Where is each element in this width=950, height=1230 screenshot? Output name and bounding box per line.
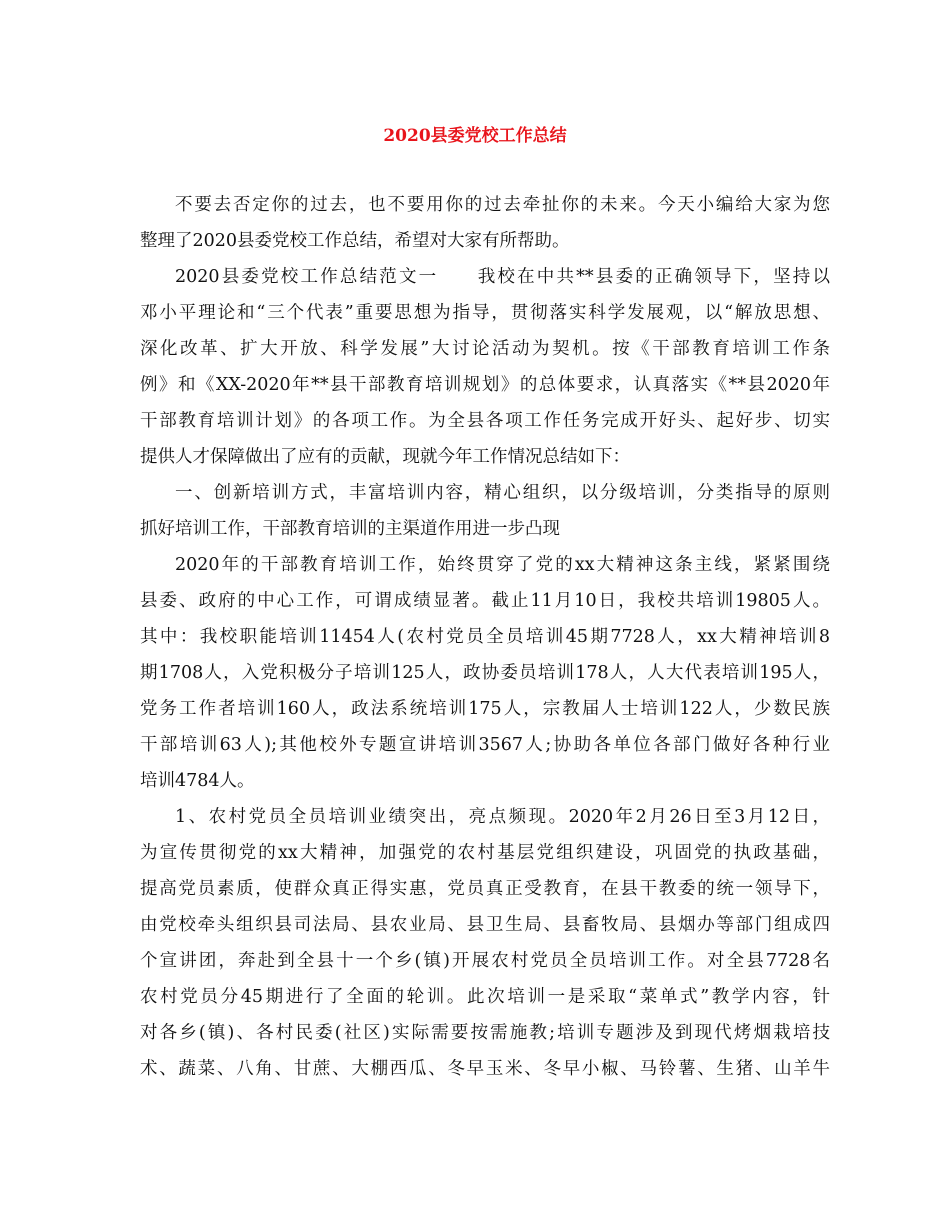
paragraph-line: 由党校牵头组织县司法局、县农业局、县卫生局、县畜牧局、县烟办等部门组成四 [140,915,830,935]
paragraph-line: 期1708人，入党积极分子培训125人，政协委员培训178人，人大代表培训195人， [140,663,830,683]
paragraph-line: 干部教育培训计划》的各项工作。为全县各项工作任务完成开好头、起好步、切实 [140,411,830,431]
document-title: 2020县委党校工作总结 [383,126,567,146]
paragraph-line: 其中：我校职能培训11454人(农村党员全员培训45期7728人，xx大精神培训8 [140,627,830,647]
paragraph-line: 术、蔬菜、八角、甘蔗、大棚西瓜、冬早玉米、冬早小椒、马铃薯、生猪、山羊牛 [140,1059,830,1079]
paragraph-line: 对各乡(镇)、各村民委(社区)实际需要按需施教;培训专题涉及到现代烤烟栽培技 [140,1023,830,1043]
paragraph-line: 整理了2020县委党校工作总结，希望对大家有所帮助。 [140,231,570,251]
paragraph-line: 提供人才保障做出了应有的贡献，现就今年工作情况总结如下： [140,447,630,467]
paragraph-line: 县委、政府的中心工作，可谓成绩显著。截止11月10日，我校共培训19805人。 [140,591,830,611]
paragraph-line: 2020年的干部教育培训工作，始终贯穿了党的xx大精神这条主线，紧紧围绕 [175,555,830,575]
paragraph-line: 培训4784人。 [140,771,255,791]
paragraph-line: 1、农村党员全员培训业绩突出，亮点频现。2020年2月26日至3月12日， [175,807,830,827]
paragraph-line: 干部培训63人);其他校外专题宣讲培训3567人;协助各单位各部门做好各种行业 [140,735,830,755]
paragraph-line: 不要去否定你的过去，也不要用你的过去牵扯你的未来。今天小编给大家为您 [175,195,830,215]
paragraph-line: 个宣讲团，奔赴到全县十一个乡(镇)开展农村党员全员培训工作。对全县7728名 [140,951,830,971]
paragraph-line: 提高党员素质，使群众真正得实惠，党员真正受教育，在县干教委的统一领导下， [140,879,830,899]
paragraph-line: 2020县委党校工作总结范文一 我校在中共**县委的正确领导下，坚持以 [175,267,830,287]
paragraph-line: 例》和《XX-2020年**县干部教育培训规划》的总体要求，认真落实《**县2020年 [140,375,830,395]
paragraph-line: 深化改革、扩大开放、科学发展”大讨论活动为契机。按《干部教育培训工作条 [140,339,830,359]
paragraph-line: 邓小平理论和“三个代表”重要思想为指导，贯彻落实科学发展观，以“解放思想、 [140,303,830,323]
paragraph-line: 农村党员分45期进行了全面的轮训。此次培训一是采取“菜单式”教学内容，针 [140,987,830,1007]
paragraph-line: 为宣传贯彻党的xx大精神，加强党的农村基层党组织建设，巩固党的执政基础， [140,843,830,863]
paragraph-line: 党务工作者培训160人，政法系统培训175人，宗教届人士培训122人，少数民族 [140,699,830,719]
section-heading-line: 抓好培训工作，干部教育培训的主渠道作用进一步凸现 [140,519,560,539]
section-heading-line: 一、创新培训方式，丰富培训内容，精心组织，以分级培训，分类指导的原则 [175,483,830,503]
